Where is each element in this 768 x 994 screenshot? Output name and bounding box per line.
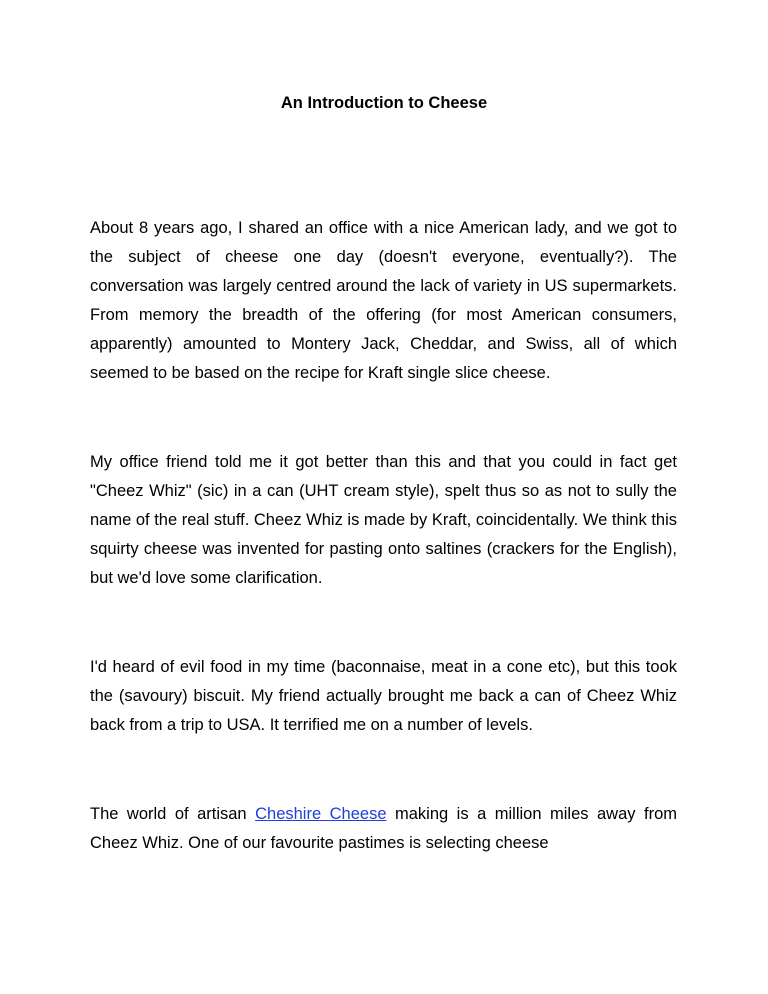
paragraph-1: About 8 years ago, I shared an office with a nice American lady, and we got to the subject of cheese one day (doesn't everyone, eventually?). The conversation was largely centred around the lack of variety in US supermarkets. From memory the breadth of the offering (for most American consumers, apparently) amounted to Montery Jack, Cheddar, and Swiss, all of which seemed to be based on the recipe for Kraft single slice cheese. bbox=[90, 219, 677, 382]
cheshire-cheese-link[interactable]: Cheshire Cheese bbox=[255, 805, 387, 823]
paragraph-3: I'd heard of evil food in my time (baconnaise, meat in a cone etc), but this took the (savoury) biscuit. My friend actually brought me back a can of Cheez Whiz back from a trip to USA. It terrified me on a number of levels. bbox=[90, 658, 677, 734]
paragraph-4-text-start: The world of artisan bbox=[90, 805, 256, 823]
paragraph-2: My office friend told me it got better than this and that you could in fact get "Cheez Whiz" (sic) in a can (UHT cream style), spelt thus so as not to sully the name of the real stuff. Cheez Whiz is made by Kraft, coincidentally. We think this squirty cheese was invented for pasting onto saltines (crackers for the English), but we'd love some clarification. bbox=[90, 453, 677, 587]
document-body bbox=[90, 214, 677, 918]
paragraph-4 bbox=[90, 800, 677, 858]
paragraph-4-text-end: making is a million miles away from Cheez Whiz. One of our favourite pastimes is selecting cheese bbox=[90, 805, 678, 852]
document-title: An Introduction to Cheese bbox=[280, 94, 488, 112]
